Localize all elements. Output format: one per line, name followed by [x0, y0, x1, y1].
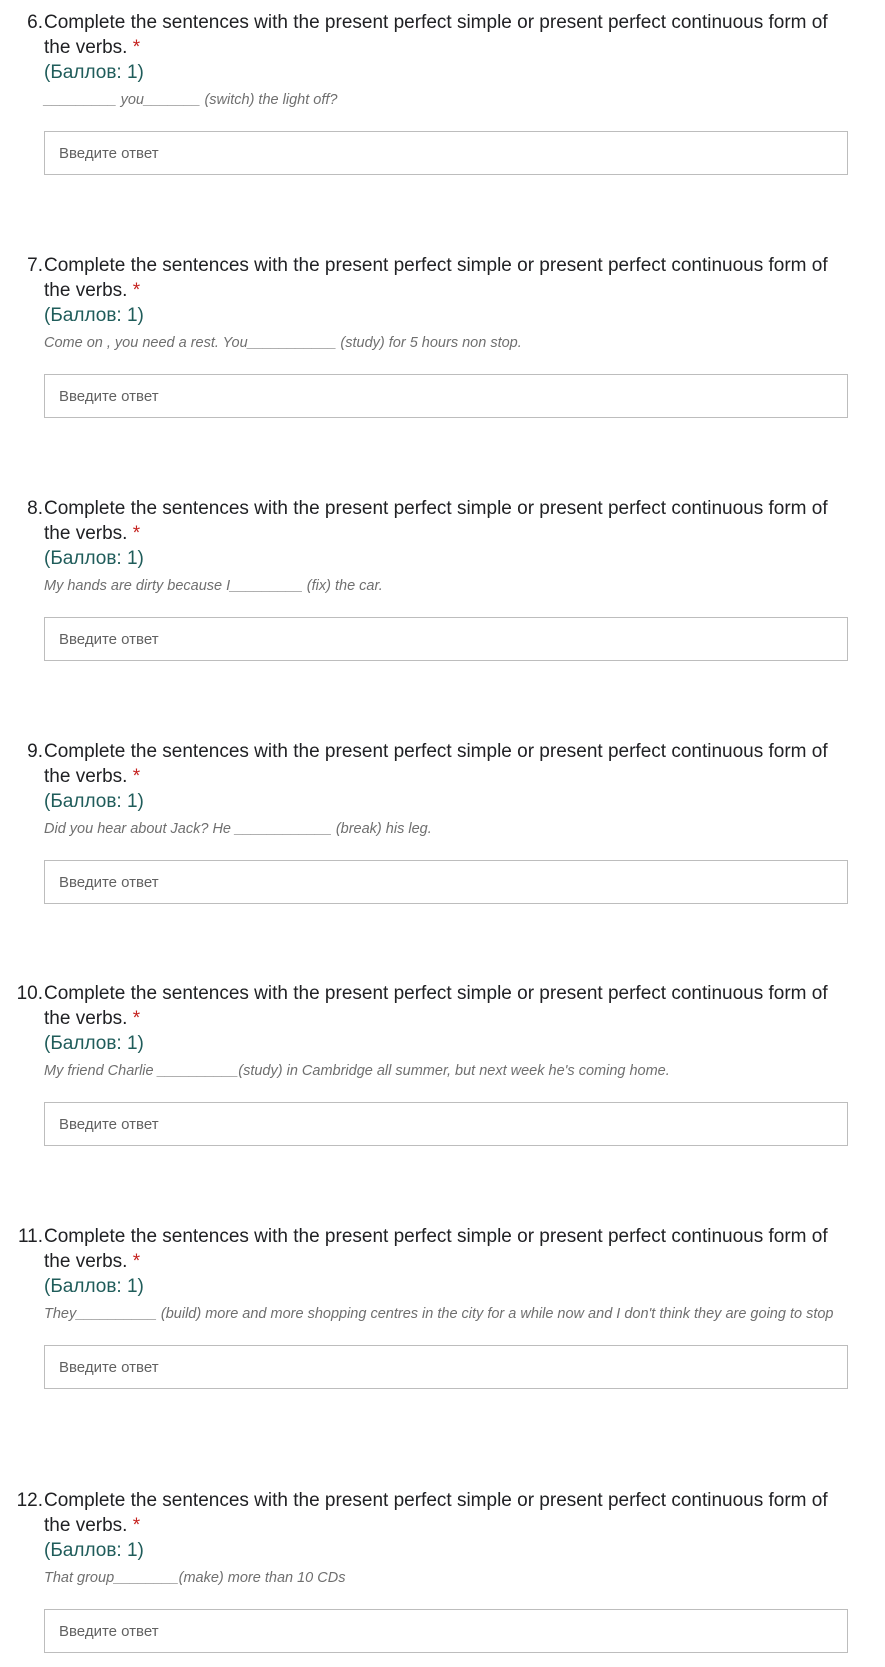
required-asterisk: * — [132, 766, 141, 787]
question-number: 12. — [16, 1490, 43, 1511]
question-points: (Баллов: 1) — [44, 305, 144, 326]
question-points: (Баллов: 1) — [44, 791, 144, 812]
answer-input[interactable] — [44, 1102, 848, 1146]
question-6 — [0, 10, 885, 175]
question-text: Complete the sentences with the present perfect simple or present perfect continuous form of the verbs. — [44, 255, 828, 301]
question-description: My hands are dirty because I_________ (fix) the car. — [44, 578, 383, 594]
required-asterisk: * — [132, 523, 141, 544]
question-text: Complete the sentences with the present perfect simple or present perfect continuous form of the verbs. — [44, 741, 828, 787]
question-text: Complete the sentences with the present perfect simple or present perfect continuous form of the verbs. — [44, 1226, 828, 1272]
question-title — [16, 981, 844, 1031]
question-description: My friend Charlie __________(study) in Cambridge all summer, but next week he's coming home. — [44, 1063, 670, 1079]
question-number: 10. — [16, 983, 43, 1004]
required-asterisk: * — [132, 280, 141, 301]
answer-input[interactable] — [44, 617, 848, 661]
question-title — [27, 496, 844, 546]
question-description: They__________ (build) more and more shopping centres in the city for a while now and I don't think they are going to stop — [44, 1306, 834, 1322]
question-title — [27, 253, 844, 303]
answer-input[interactable] — [44, 860, 848, 904]
question-title — [17, 1224, 844, 1274]
question-text: Complete the sentences with the present perfect simple or present perfect continuous form of the verbs. — [44, 12, 828, 58]
question-points: (Баллов: 1) — [44, 1540, 144, 1561]
required-asterisk: * — [132, 1515, 141, 1536]
question-number: 8. — [27, 498, 43, 519]
question-description: That group________(make) more than 10 CDs — [44, 1570, 346, 1586]
question-description: Come on , you need a rest. You___________ (study) for 5 hours non stop. — [44, 335, 522, 351]
question-9 — [0, 739, 885, 904]
question-12 — [0, 1488, 885, 1653]
question-number: 9. — [27, 741, 43, 762]
question-number: 7. — [27, 255, 43, 276]
answer-input[interactable] — [44, 374, 848, 418]
question-7 — [0, 253, 885, 418]
answer-input[interactable] — [44, 1609, 848, 1653]
question-title — [27, 10, 844, 60]
answer-input[interactable] — [44, 1345, 848, 1389]
question-points: (Баллов: 1) — [44, 1276, 144, 1297]
required-asterisk: * — [132, 1008, 141, 1029]
question-title — [27, 739, 844, 789]
question-11 — [0, 1224, 885, 1389]
question-points: (Баллов: 1) — [44, 548, 144, 569]
required-asterisk: * — [132, 1251, 141, 1272]
question-10 — [0, 981, 885, 1146]
question-number: 11. — [17, 1226, 43, 1247]
question-number: 6. — [27, 12, 43, 33]
question-text: Complete the sentences with the present perfect simple or present perfect continuous form of the verbs. — [44, 983, 828, 1029]
question-title — [16, 1488, 844, 1538]
question-text: Complete the sentences with the present perfect simple or present perfect continuous form of the verbs. — [44, 498, 828, 544]
question-points: (Баллов: 1) — [44, 1033, 144, 1054]
question-description: Did you hear about Jack? He ____________ (break) his leg. — [44, 821, 432, 837]
question-text: Complete the sentences with the present perfect simple or present perfect continuous form of the verbs. — [44, 1490, 828, 1536]
question-8 — [0, 496, 885, 661]
question-description: _________ you_______ (switch) the light off? — [44, 92, 338, 108]
required-asterisk: * — [132, 37, 141, 58]
question-points: (Баллов: 1) — [44, 62, 144, 83]
answer-input[interactable] — [44, 131, 848, 175]
